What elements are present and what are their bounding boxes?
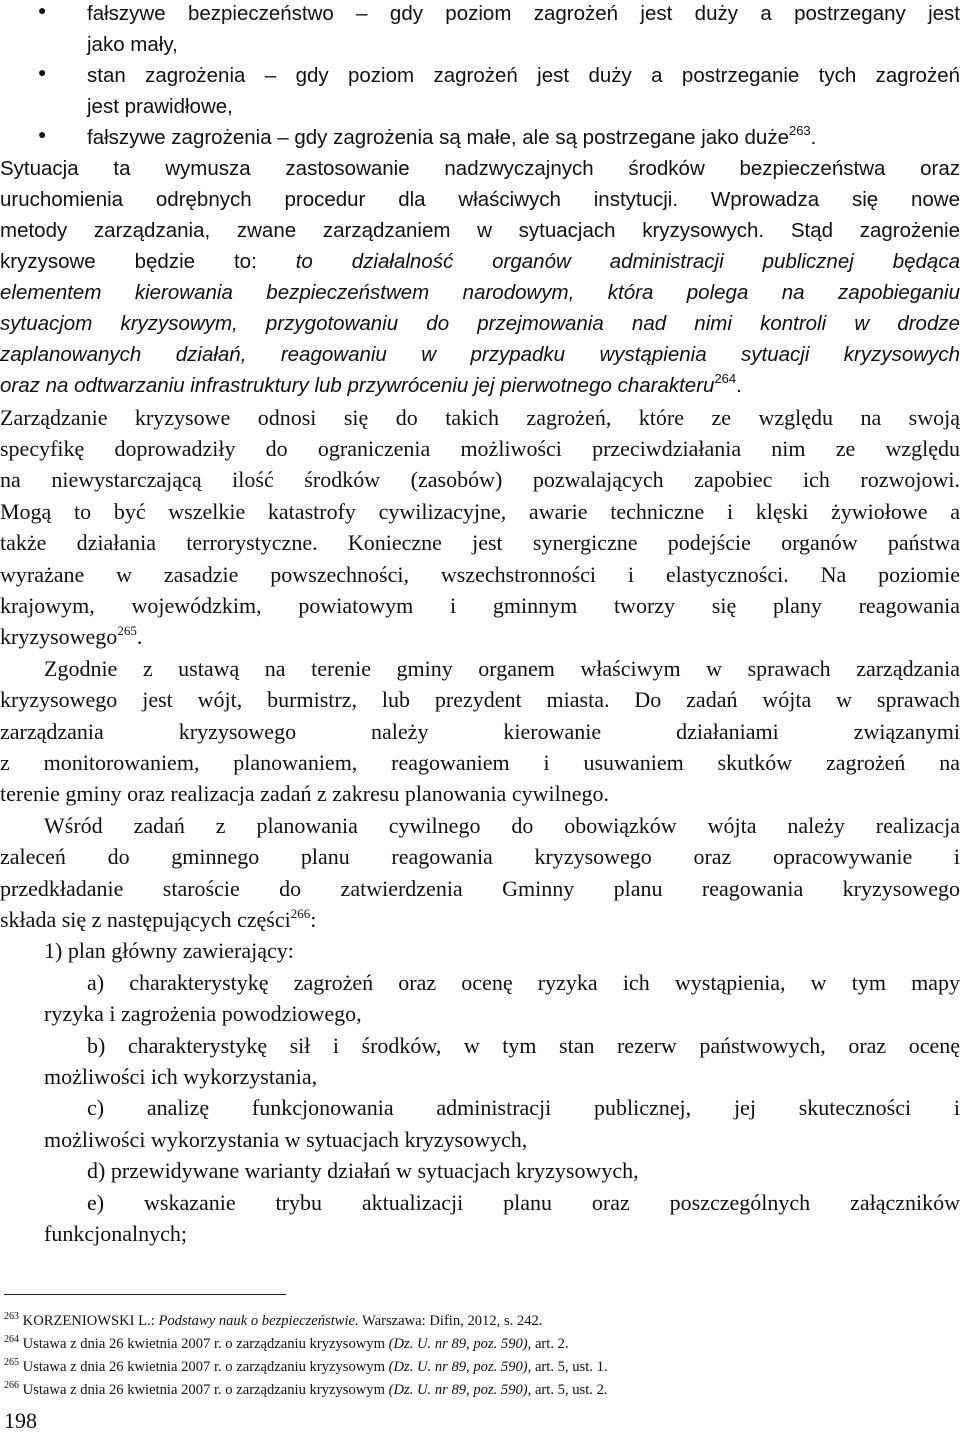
para1-line-7: zaplanowanych działań, reagowaniu w przypadku wystąpienia sytuacji kryzysowych xyxy=(0,343,960,366)
footnote-264: $^{264}$ Ustawa z dnia 26 kwietnia 2007 r. o zarządzaniu kryzysowym (Dz. U. nr 89, poz. 590), art. 2. xyxy=(4,1334,569,1352)
list-item-c-line-1: c) analizę funkcjonowania administracji publicznej, jej skuteczności i xyxy=(87,1095,960,1120)
bullet-1-line-2: jako mały, xyxy=(87,33,178,56)
para3-line-3: przedkładanie staroście do zatwierdzenia Gminny planu reagowania kryzysowego xyxy=(0,876,960,901)
para1-line-4: kryzysowe będzie to: to działalność organów administracji publicznej będąca xyxy=(0,250,960,273)
list-item-d-line-1: d) przewidywane warianty działań w sytuacjach kryzysowych, xyxy=(87,1158,639,1183)
list-item-a-line-1: a) charakterystykę zagrożeń oraz ocenę ryzyka ich wystąpienia, w tym mapy xyxy=(87,970,960,995)
footnote-ref-265[interactable]: 265 xyxy=(117,623,137,638)
list-item-b-line-2: możliwości ich wykorzystania, xyxy=(44,1064,318,1089)
para3-line-2: zaleceń do gminnego planu reagowania kryzysowego oraz opracowywanie i xyxy=(0,844,960,869)
footnote-263: $^{263}$ KORZENIOWSKI L.: Podstawy nauk o bezpieczeństwie. Warszawa: Difin, 2012, s. 242. xyxy=(4,1311,543,1329)
footnote-265: $^{265}$ Ustawa z dnia 26 kwietnia 2007 r. o zarządzaniu kryzysowym (Dz. U. nr 89, poz. 590), art. 5, ust. 1. xyxy=(4,1357,608,1375)
list-item-e-line-1: e) wskazanie trybu aktualizacji planu oraz poszczególnych załączników xyxy=(87,1190,960,1215)
footnote-separator xyxy=(4,1294,286,1295)
para2-line-3: zarządzania kryzysowego należy kierowanie działaniami związanymi xyxy=(0,719,960,744)
bullet-3-line-1: fałszywe zagrożenia – gdy zagrożenia są małe, ale są postrzegane jako duże$^{263}$. xyxy=(87,123,817,149)
para3-line-1: Wśród zadań z planowania cywilnego do obowiązków wójta należy realizacja xyxy=(44,813,960,838)
footnote-266: $^{266}$ Ustawa z dnia 26 kwietnia 2007 r. o zarządzaniu kryzysowym (Dz. U. nr 89, poz. 590), art. 5, ust. 2. xyxy=(4,1380,608,1398)
list-item-a-line-2: ryzyka i zagrożenia powodziowego, xyxy=(44,1001,362,1026)
bullet-dot: ● xyxy=(38,4,47,19)
footnote-ref-263[interactable]: 263 xyxy=(788,123,811,138)
para1-line-10: specyfikę doprowadziły do ograniczenia możliwości przeciwdziałania nim ze względu xyxy=(0,436,960,461)
list-item-c-line-2: możliwości wykorzystania w sytuacjach kryzysowych, xyxy=(44,1127,528,1152)
para1-line-1: Sytuacja ta wymusza zastosowanie nadzwyczajnych środków bezpieczeństwa oraz xyxy=(0,157,960,180)
para1-line-11: na niewystarczającą ilość środków (zasobów) pozwalających zapobiec ich rozwojowi. xyxy=(0,467,960,492)
para2-line-1: Zgodnie z ustawą na terenie gminy organem właściwym w sprawach zarządzania xyxy=(44,656,960,681)
para1-line-8: oraz na odtwarzaniu infrastruktury lub przywróceniu jej pierwotnego charakteru$^{264}$. xyxy=(0,371,742,397)
footnote-ref-264[interactable]: 264 xyxy=(714,371,737,386)
para2-line-2: kryzysowego jest wójt, burmistrz, lub prezydent miasta. Do zadań wójta w sprawach xyxy=(0,687,960,712)
para1-line-5: elementem kierowania bezpieczeństwem narodowym, która polega na zapobieganiu xyxy=(0,281,960,304)
para1-line-3: metody zarządzania, zwane zarządzaniem w sytuacjach kryzysowych. Stąd zagrożenie xyxy=(0,219,960,242)
bullet-2-line-1: stan zagrożenia – gdy poziom zagrożeń jest duży a postrzeganie tych zagrożeń xyxy=(87,64,960,87)
para1-line-13: także działania terrorystyczne. Konieczne jest synergiczne podejście organów państwa xyxy=(0,530,960,555)
footnote-ref-266[interactable]: 266 xyxy=(290,906,311,921)
para3-line-4: składa się z następujących części$^{266}$: xyxy=(0,906,317,932)
para1-line-6: sytuacjom kryzysowym, przygotowaniu do przejmowania nad nimi kontroli w drodze xyxy=(0,312,960,335)
list-item-b-line-1: b) charakterystykę sił i środków, w tym stan rezerw państwowych, oraz ocenę xyxy=(87,1033,960,1058)
list-heading: 1) plan główny zawierający: xyxy=(44,938,294,963)
para2-line-4: z monitorowaniem, planowaniem, reagowaniem i usuwaniem skutków zagrożeń na xyxy=(0,750,960,775)
page-number: 198 xyxy=(4,1408,37,1433)
para1-line-14: wyrażane w zasadzie powszechności, wszechstronności i elastyczności. Na poziomie xyxy=(0,562,960,587)
bullet-2-line-2: jest prawidłowe, xyxy=(87,95,233,118)
para1-line-15: krajowym, wojewódzkim, powiatowym i gminnym tworzy się plany reagowania xyxy=(0,593,960,618)
para1-line-16: kryzysowego$^{265}$. xyxy=(0,623,143,649)
list-item-e-line-2: funkcjonalnych; xyxy=(44,1221,187,1246)
para1-line-2: uruchomienia odrębnych procedur dla właściwych instytucji. Wprowadza się nowe xyxy=(0,188,960,211)
para2-line-5: terenie gminy oraz realizacja zadań z zakresu planowania cywilnego. xyxy=(0,781,609,806)
bullet-1-line-1: fałszywe bezpieczeństwo – gdy poziom zagrożeń jest duży a postrzegany jest xyxy=(87,2,960,25)
bullet-dot: ● xyxy=(38,128,47,143)
para1-line-12: Mogą to być wszelkie katastrofy cywilizacyjne, awarie techniczne i klęski żywiołowe a xyxy=(0,499,960,524)
bullet-dot: ● xyxy=(38,66,47,81)
para1-line-9: Zarządzanie kryzysowe odnosi się do takich zagrożeń, które ze względu na swoją xyxy=(0,405,960,430)
